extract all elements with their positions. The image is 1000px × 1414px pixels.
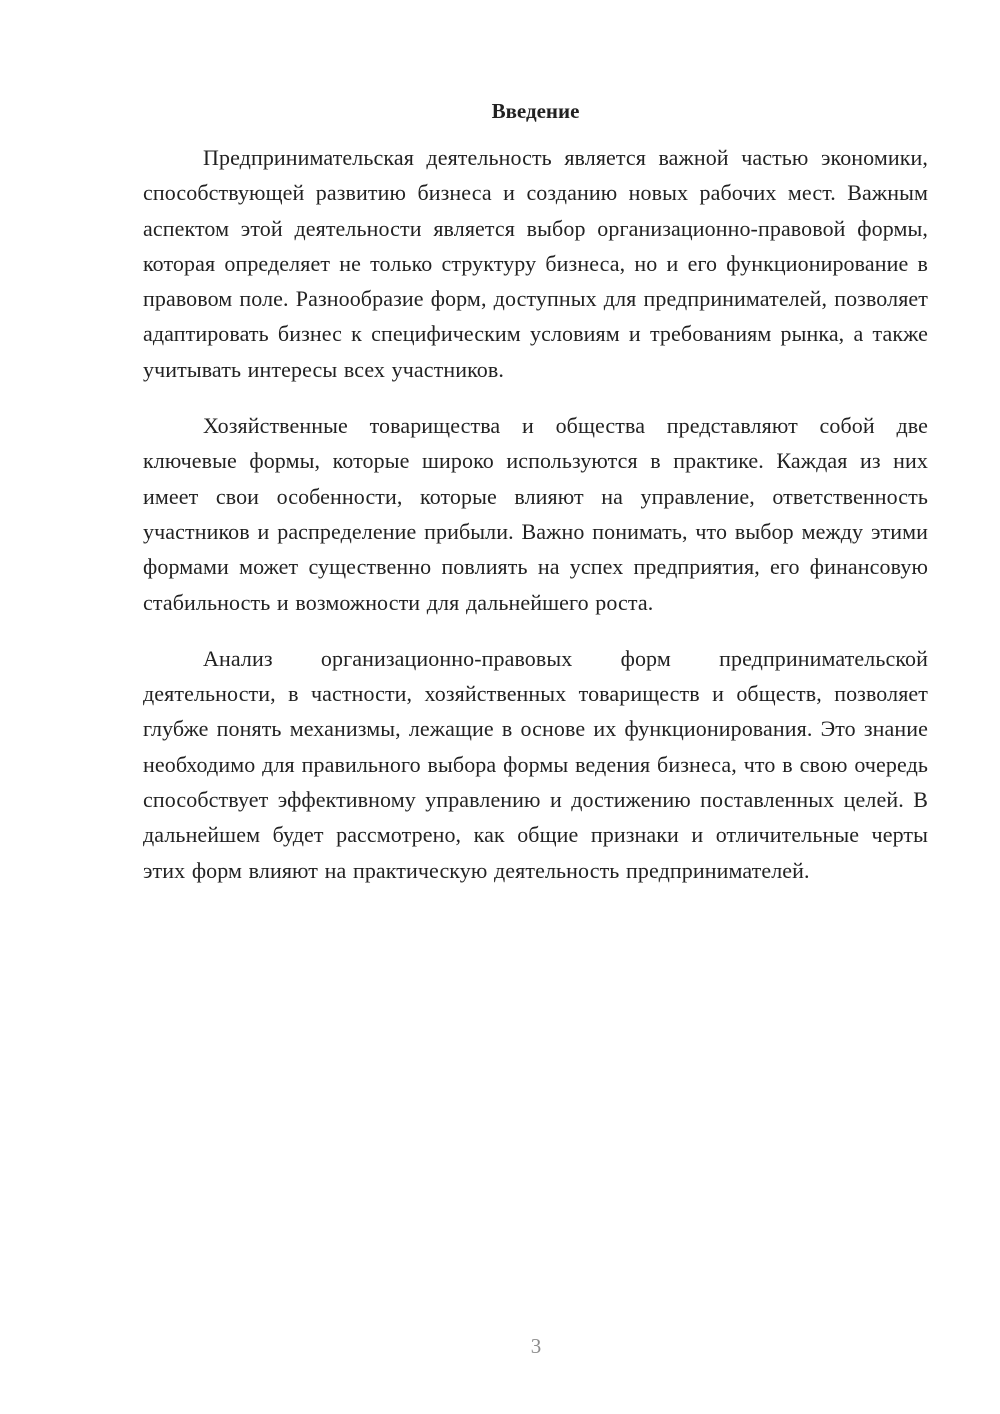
section-title: Введение	[491, 99, 580, 123]
paragraph-3: Анализ организационно-правовых форм предпринимательской деятельности, в частности, хозяйственных товариществ и обществ, позволяет глубже понять механизмы, лежащие в основе их функционирования. Это знание необходимо для правильного выбора формы ведения бизнеса, что в свою очередь способствует эффективному управлению и достижению поставленных целей. В дальнейшем будет рассмотрено, как общие признаки и отличительные черты этих форм влияют на практическую деятельность предпринимателей.	[143, 645, 928, 883]
page-content	[143, 96, 928, 909]
paragraph-2: Хозяйственные товарищества и общества представляют собой две ключевые формы, которые широко используются в практике. Каждая из них имеет свои особенности, которые влияют на управление, ответственность участников и распределение прибыли. Важно понимать, что выбор между этими формами может существенно повлиять на успех предприятия, его финансовую стабильность и возможности для дальнейшего роста.	[143, 413, 928, 615]
page-number: 3	[530, 1334, 542, 1358]
paragraph-1: Предпринимательская деятельность является важной частью экономики, способствующей развитию бизнеса и созданию новых рабочих мест. Важным аспектом этой деятельности является выбор организационно-правовой формы, которая определяет не только структуру бизнеса, но и его функционирование в правовом поле. Разнообразие форм, доступных для предпринимателей, позволяет адаптировать бизнес к специфическим условиям и требованиям рынка, а также учитывать интересы всех участников.	[143, 145, 928, 382]
